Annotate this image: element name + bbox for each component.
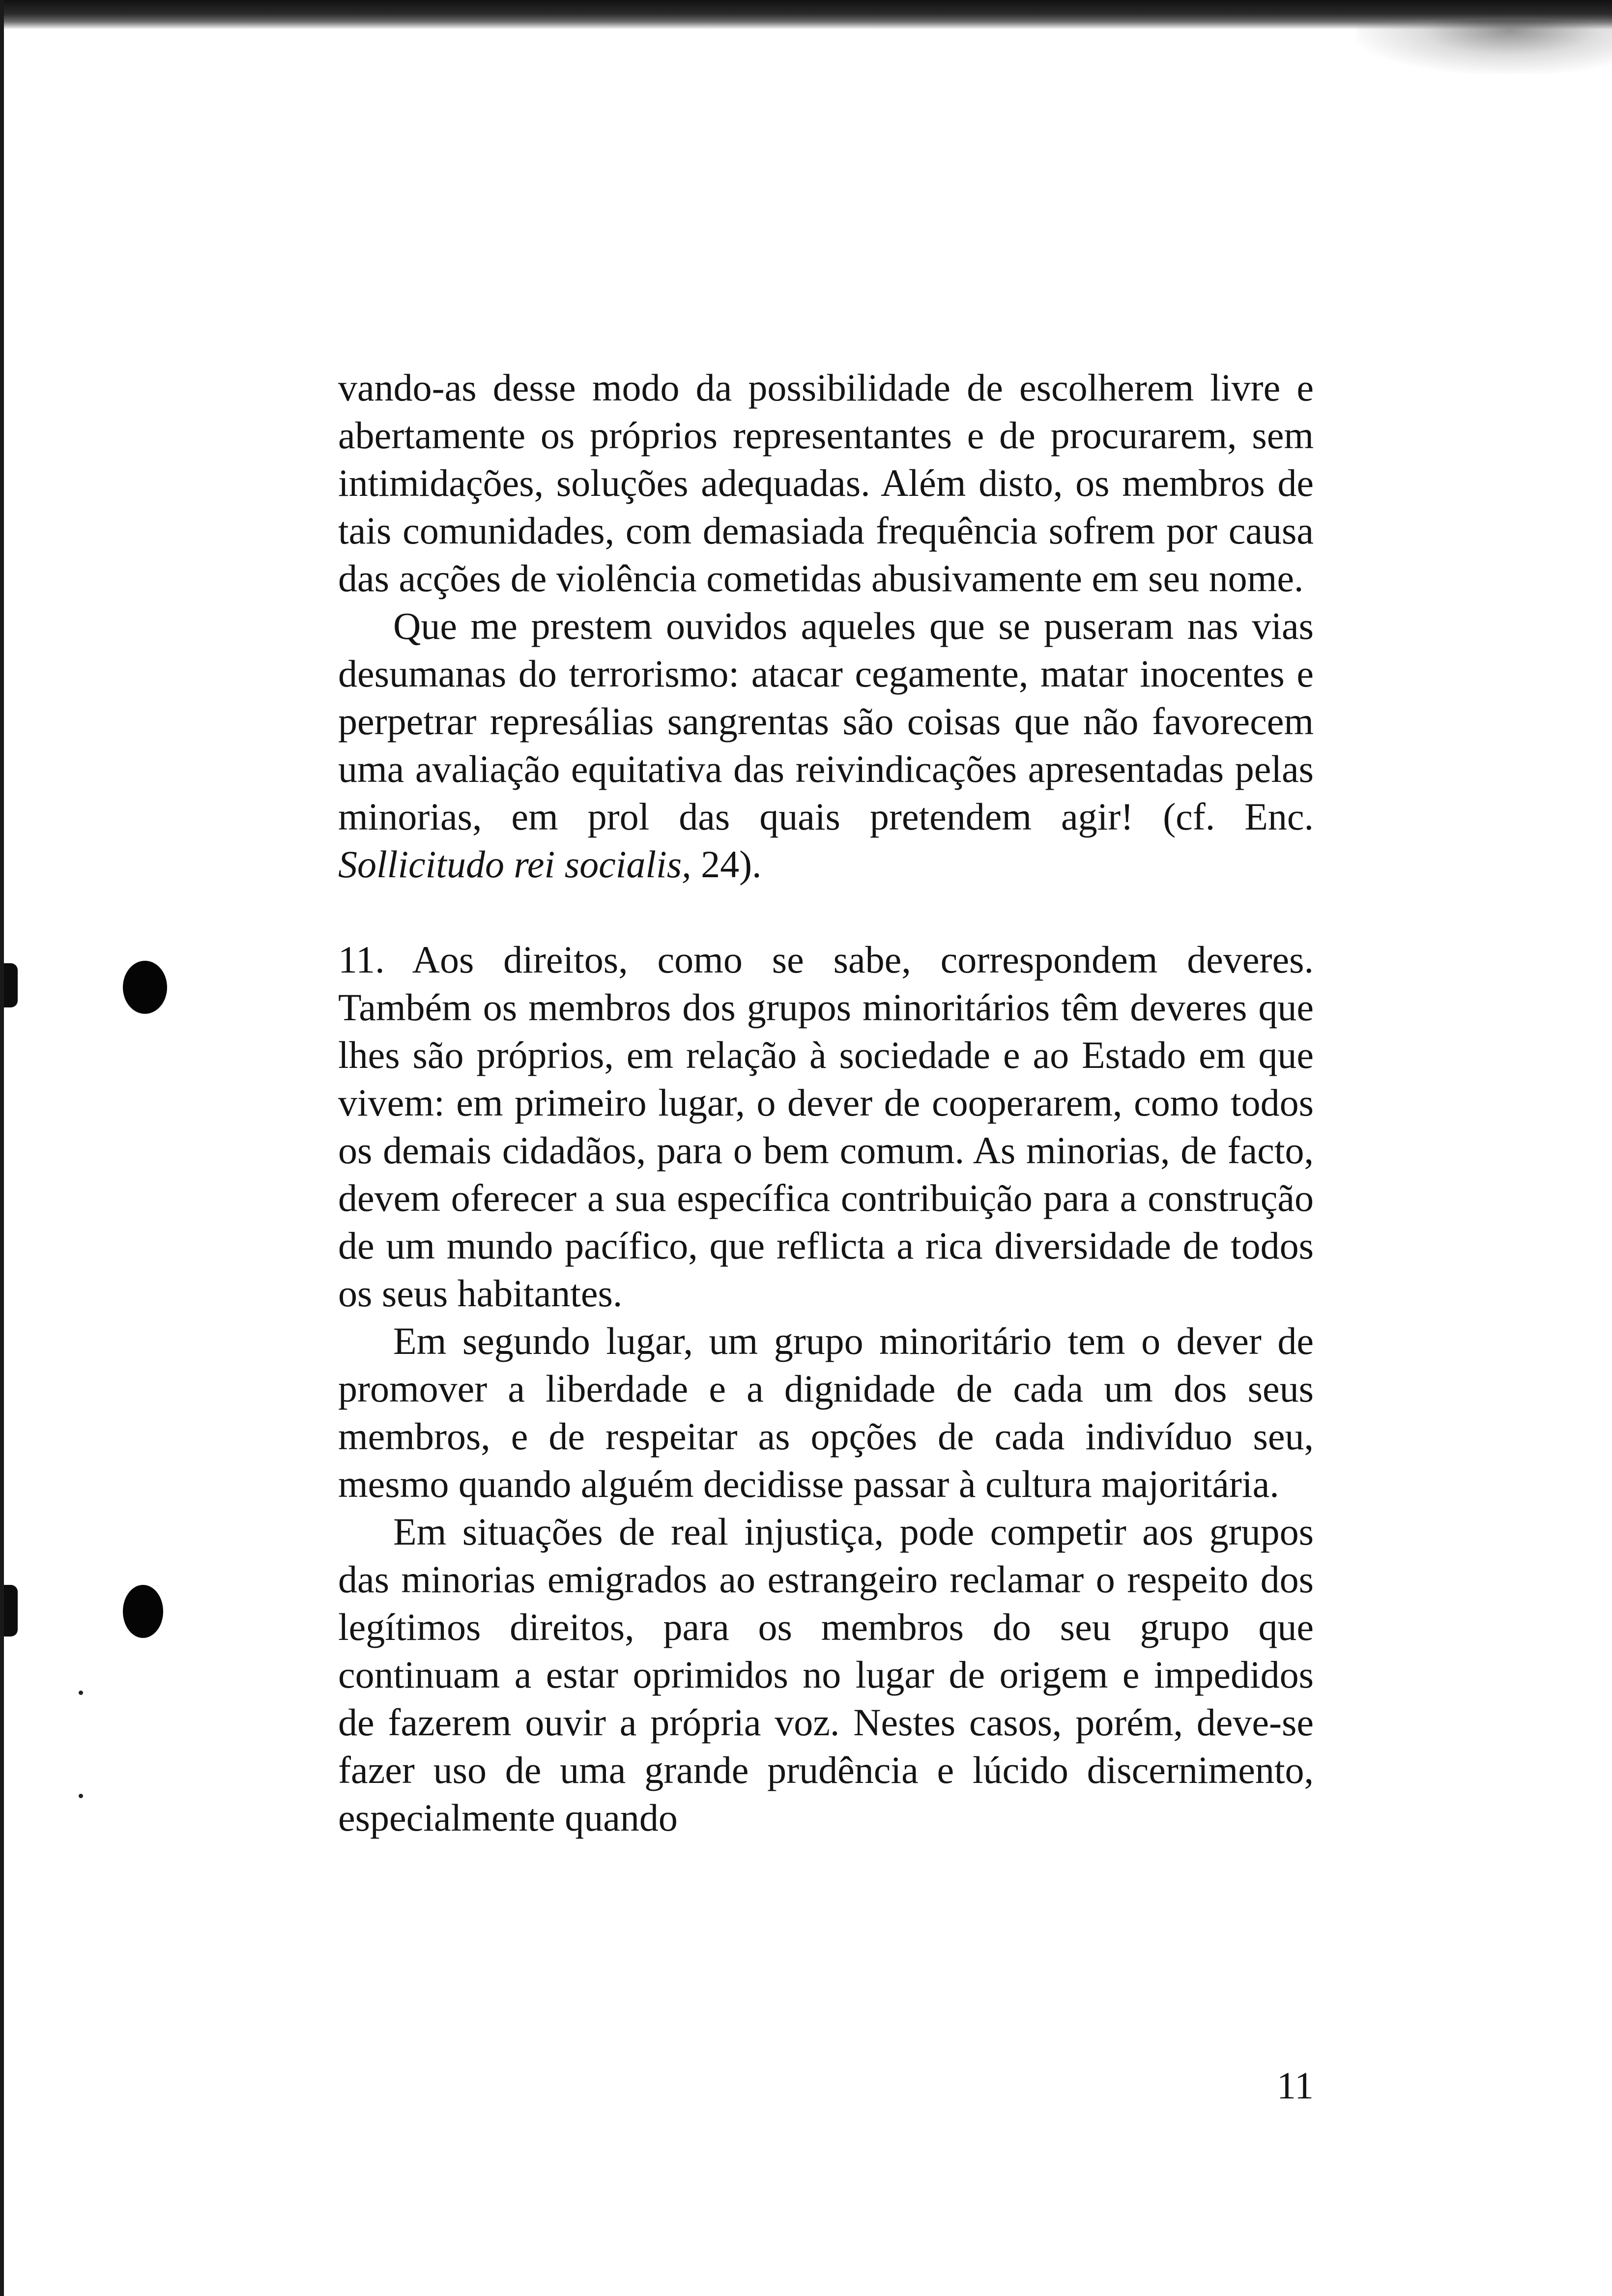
punch-hole: [123, 961, 167, 1014]
binding-mark: [4, 1585, 18, 1636]
paragraph-text: vando-as desse modo da possibilidade de escolherem livre e abertamente os próprios representantes e de procurarem, sem intimidações, soluções adequadas. Além disto, os membros de tais comunidades, com demasiada frequência sofrem por causa das acções de violência cometidas abusivamente em seu nome.: [338, 366, 1314, 600]
numbered-paragraph: [338, 936, 1314, 1317]
paragraph-text: Em segundo lugar, um grupo minoritário tem o dever de promover a liberdade e a dignidade de cada um dos seus membros, e de respeitar as opções de cada indivíduo seu, mesmo quando alguém decidisse passar à cultura majoritária.: [338, 1320, 1314, 1505]
scan-speck: [79, 1794, 83, 1798]
scan-noise: [1356, 20, 1612, 74]
paragraph-text: Que me prestem ouvidos aqueles que se puseram nas vias desumanas do terrorismo: atacar cegamente, matar inocentes e perpetrar represálias sangrentas são coisas que não favorecem uma avaliação equitativa das reivindicações apresentadas pelas minorias, em prol das quais pretendem agir! (cf. Enc.: [338, 604, 1314, 838]
page-number: 11: [1276, 2064, 1314, 2107]
scan-speck: [79, 1691, 83, 1695]
paragraph-text: Em situações de real injustiça, pode competir aos grupos das minorias emigrados ao estrangeiro reclamar o respeito dos legítimos direitos, para os membros do seu grupo que continuam a estar oprimidos no lugar de origem e impedidos de fazerem ouvir a própria voz. Nestes casos, porém, deve-se fazer uso de uma grande prudência e lúcido discernimento, especialmente quando: [338, 1510, 1314, 1839]
scan-left-border: [0, 0, 4, 2296]
encyclical-title: Sollicitudo rei socialis,: [338, 843, 691, 886]
paragraph: [338, 1317, 1314, 1508]
paragraph-text: Aos direitos, como se sabe, correspondem deveres. Também os membros dos grupos minoritários têm deveres que lhes são próprios, em relação à sociedade e ao Estado em que vivem: em primeiro lugar, o dever de cooperarem, como todos os demais cidadãos, para o bem comum. As minorias, de facto, devem oferecer a sua específica contribuição para a construção de um mundo pacífico, que reflicta a rica diversidade de todos os seus habitantes.: [338, 938, 1314, 1315]
paragraph: [338, 364, 1314, 602]
paragraph: [338, 602, 1314, 888]
paragraph: [338, 1508, 1314, 1841]
binding-mark: [4, 963, 18, 1007]
punch-hole: [123, 1585, 163, 1638]
paragraph-text: 24).: [691, 843, 762, 886]
page-body: [338, 364, 1314, 1841]
section-number: 11.: [338, 938, 385, 981]
